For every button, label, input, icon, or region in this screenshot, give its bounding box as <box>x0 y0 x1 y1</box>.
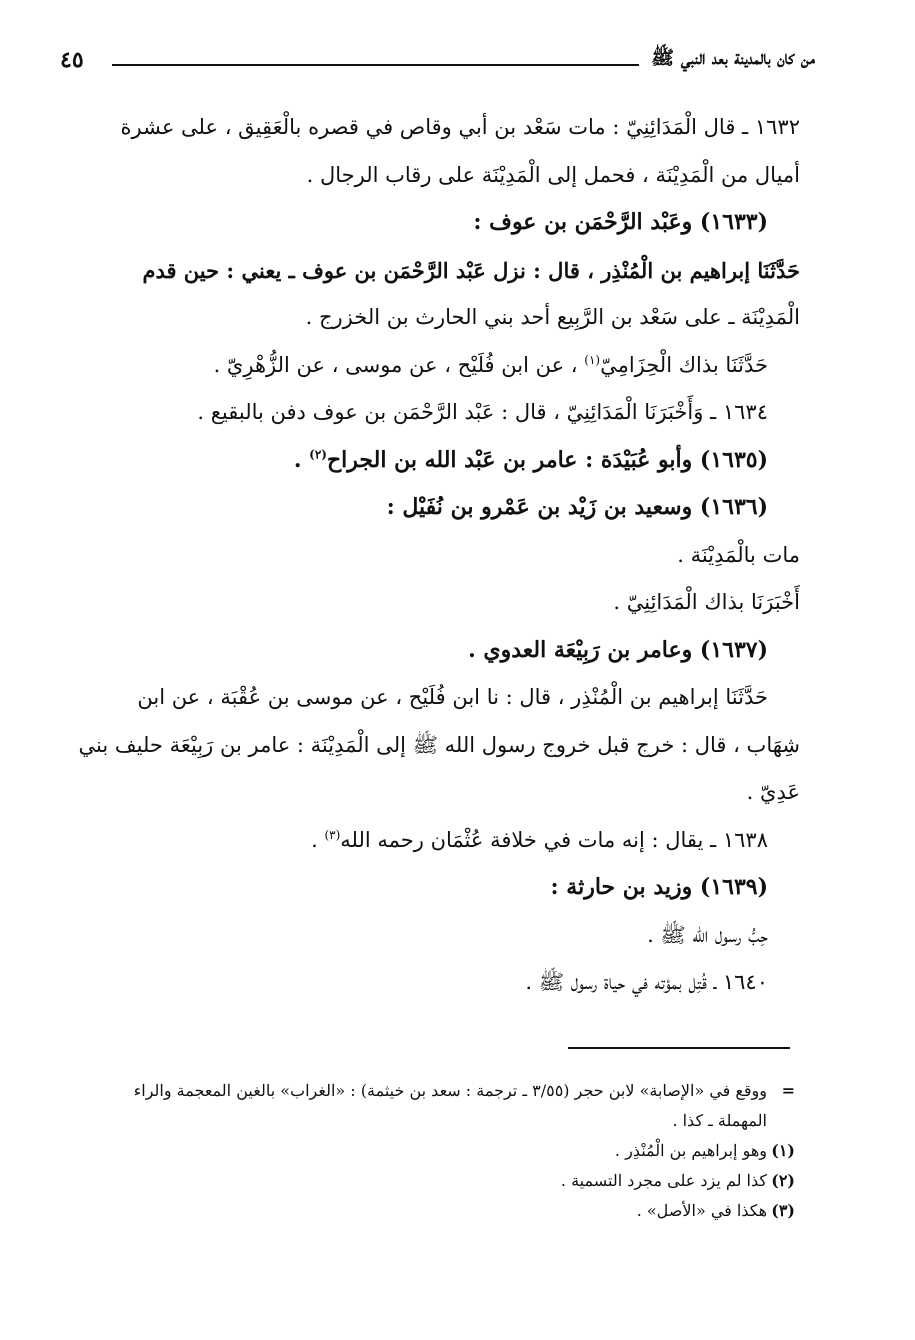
footnote-line <box>45 1166 795 1196</box>
page-number: ٤٥ <box>60 47 84 73</box>
text-span: حَدَّثَنَا إبراهيم بن الْمُنْذِر ، قال : نزل عَبْد الرَّحْمَن بن عوف ـ يعني : حين قدم <box>142 257 800 283</box>
text-span: ١٦٣٨ ـ يقال : إنه مات في خلافة عُثْمَان رحمه الله <box>340 827 768 852</box>
footnote-text: كذا لم يزد على مجرد التسمية . <box>560 1171 767 1190</box>
entry-heading: (١٦٣٦) وسعيد بن زَيْد بن عَمْرو بن نُفَيْل : <box>386 494 768 520</box>
footnote-line <box>45 1106 795 1136</box>
entry-heading: (١٦٣٣) وعَبْد الرَّحْمَن بن عوف : <box>473 209 768 235</box>
footnote-text: ووقع في «الإصابة» لابن حجر (٣/٥٥ ـ ترجمة : سعد بن خيثمة) : «الغراب» بالغين المعجمة والراء <box>133 1081 767 1100</box>
footnote-marker: (٢) <box>771 1171 795 1190</box>
footnote-ref[interactable]: (٢) <box>309 447 327 462</box>
text-line: الْمَدِيْنَة ـ على سَعْد بن الرَّبِيع أحد بني الحارث بن الخزرج . <box>305 305 800 329</box>
footnote-ref[interactable]: (٣) <box>324 827 341 842</box>
text-line: مات بالْمَدِيْنَة . <box>677 542 800 567</box>
footnote-text: المهملة ـ كذا . <box>672 1111 767 1130</box>
text-line: حَدَّثَنَا إبراهيم بن الْمُنْذِر ، قال : نا ابن فُلَيْح ، عن موسى بن عُقْبَة ، عن ابن <box>137 685 768 709</box>
text-span: (١٦٣٥) وأبو عُبَيْدَة : عامر بن عَبْد الله بن الجراح <box>326 446 768 473</box>
text-line: أَخْبَرَنَا بذاك الْمَدَائِنِيّ . <box>613 590 800 614</box>
text-line: حِبُّ رسول الله ﷺ . <box>647 922 768 947</box>
text-line: ١٦٤٠ ـ قُتِل بمؤته في حياة رسول ﷺ . <box>525 970 768 994</box>
header-rule <box>112 64 640 66</box>
footnote-marker: = <box>781 1081 795 1100</box>
footnote-ref[interactable]: (١) <box>584 352 601 367</box>
entry-heading: (١٦٣٥) وأبو عُبَيْدَة : عامر بن عَبْد الله بن الجراح$^{(٢)}$ . <box>293 446 768 473</box>
footnote-text: وهو إبراهيم بن الْمُنْذِر . <box>614 1141 767 1160</box>
footnotes <box>45 1076 795 1226</box>
text-line: عَدِيّ . <box>746 780 800 804</box>
text-span: ، عن ابن فُلَيْح ، عن موسى ، عن الزُّهْرِيّ . <box>213 352 578 377</box>
text-line: شِهَاب ، قال : خرج قبل خروج رسول الله ﷺ إلى الْمَدِيْنَة : عامر بن رَبِيْعَة حليف بني <box>78 732 800 757</box>
text-line: ١٦٣٤ ـ وَأَخْبَرَنَا الْمَدَائِنِيّ ، قال : عَبْد الرَّحْمَن بن عوف دفن بالبقيع . <box>197 400 768 424</box>
text-line: أميال من الْمَدِيْنَة ، فحمل إلى الْمَدِيْنَة على رقاب الرجال . <box>306 162 800 187</box>
text-span: حَدَّثَنَا بذاك الْحِزَامِيّ <box>600 352 768 377</box>
footnote-separator <box>568 1047 790 1049</box>
main-text <box>55 104 800 1007</box>
footnote-marker: (٣) <box>771 1201 795 1220</box>
running-header <box>60 40 815 80</box>
text-line <box>55 247 800 295</box>
text-line: ١٦٣٢ ـ قال الْمَدَائِنِيّ : مات سَعْد بن أبي وقاص في قصره بالْعَقِيق ، على عشرة <box>120 115 800 139</box>
text-line <box>55 342 800 390</box>
entry-heading: (١٦٣٧) وعامر بن رَبِيْعَة العدوي . <box>468 636 768 663</box>
footnote-line <box>45 1136 795 1166</box>
footnote-marker: (١) <box>771 1141 795 1160</box>
footnote-line <box>45 1076 795 1106</box>
footnote-text: هكذا في «الأصل» . <box>636 1201 767 1220</box>
entry-heading: (١٦٣٩) وزيد بن حارثة : <box>550 874 768 900</box>
chapter-title: من كان بالمدينة بعد النبي ﷺ <box>651 47 815 69</box>
text-line: ١٦٣٨ ـ يقال : إنه مات في خلافة عُثْمَان رحمه الله$^{(٣)}$ . <box>311 827 768 852</box>
footnote-line <box>45 1196 795 1226</box>
